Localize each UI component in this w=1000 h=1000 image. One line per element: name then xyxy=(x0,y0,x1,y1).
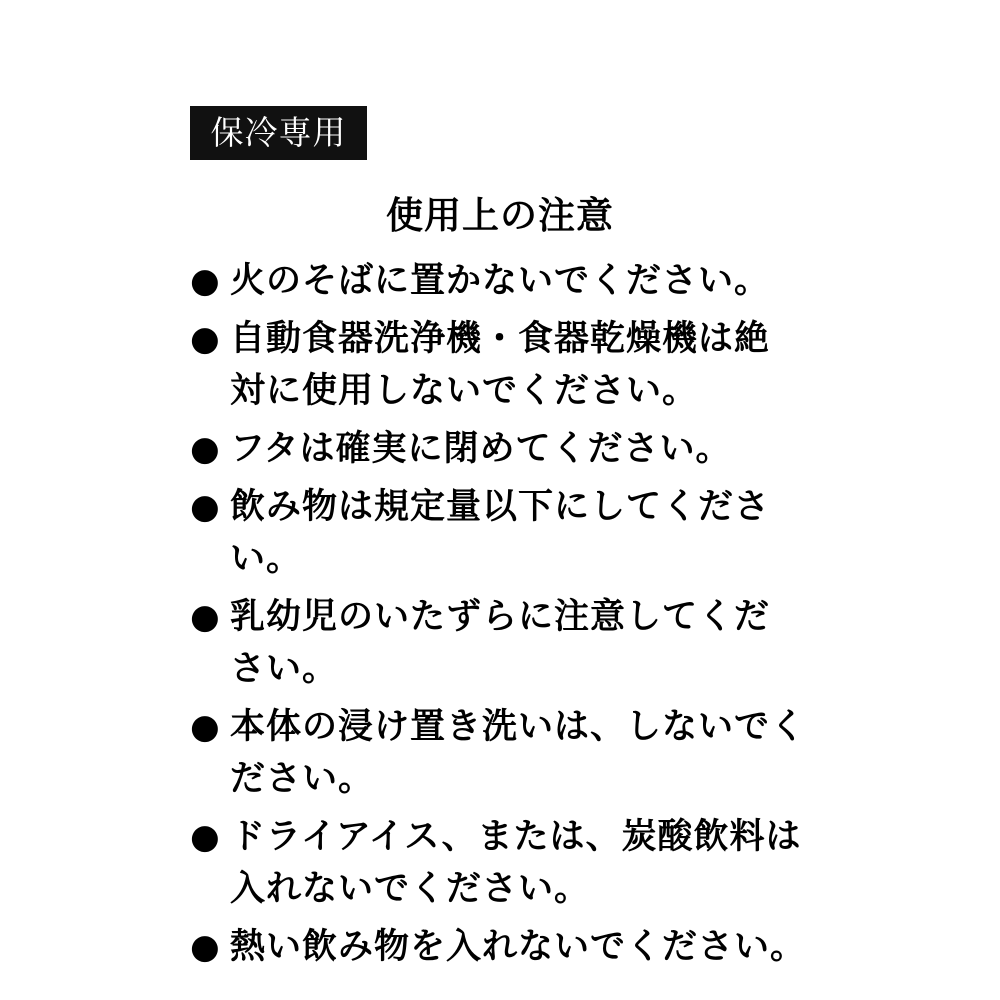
bullet-icon: ● xyxy=(190,597,220,637)
page-title: 使用上の注意 xyxy=(386,194,614,237)
list-item xyxy=(190,313,830,417)
list-item-text xyxy=(230,423,830,475)
list-item-text xyxy=(230,701,830,805)
list-item-line: 対に使用しないでください。 xyxy=(230,371,699,411)
list-item-line: ドライアイス、または、炭酸飲料は xyxy=(230,817,802,857)
bullet-icon: ● xyxy=(190,927,220,967)
cold-only-badge: 保冷専用 xyxy=(190,106,367,160)
list-item-text xyxy=(230,255,830,307)
list-item xyxy=(190,701,830,805)
bullet-icon: ● xyxy=(190,707,220,747)
list-item-line: 火のそばに置かないでください。 xyxy=(230,261,771,301)
caution-list xyxy=(190,255,830,979)
list-item-line: さい。 xyxy=(230,649,339,689)
list-item-line: 自動食器洗浄機・食器乾燥機は絶 xyxy=(230,319,771,359)
list-item xyxy=(190,591,830,695)
list-item-text xyxy=(230,481,830,585)
list-item-text xyxy=(230,591,830,695)
list-item-line: 飲み物は規定量以下にしてください。 xyxy=(230,487,771,579)
list-item-line: 乳幼児のいたずらに注意してくだ xyxy=(230,597,771,637)
list-item-line: 熱い飲み物を入れないでください。 xyxy=(230,927,807,967)
bullet-icon: ● xyxy=(190,319,220,359)
bullet-icon: ● xyxy=(190,261,220,301)
bullet-icon: ● xyxy=(190,429,220,469)
list-item-text xyxy=(230,811,830,915)
list-item xyxy=(190,811,830,915)
bullet-icon: ● xyxy=(190,487,220,527)
list-item xyxy=(190,921,830,973)
bullet-icon: ● xyxy=(190,817,220,857)
list-item xyxy=(190,423,830,475)
list-item-line: ださい。 xyxy=(230,759,375,799)
list-item-line: 本体の浸け置き洗いは、しないでく xyxy=(230,707,807,747)
list-item-text xyxy=(230,313,830,417)
list-item-text xyxy=(230,921,830,973)
list-item-line: フタは確実に閉めてください。 xyxy=(230,429,732,469)
list-item xyxy=(190,481,830,585)
list-item-line: 入れないでください。 xyxy=(230,869,591,909)
list-item xyxy=(190,255,830,307)
